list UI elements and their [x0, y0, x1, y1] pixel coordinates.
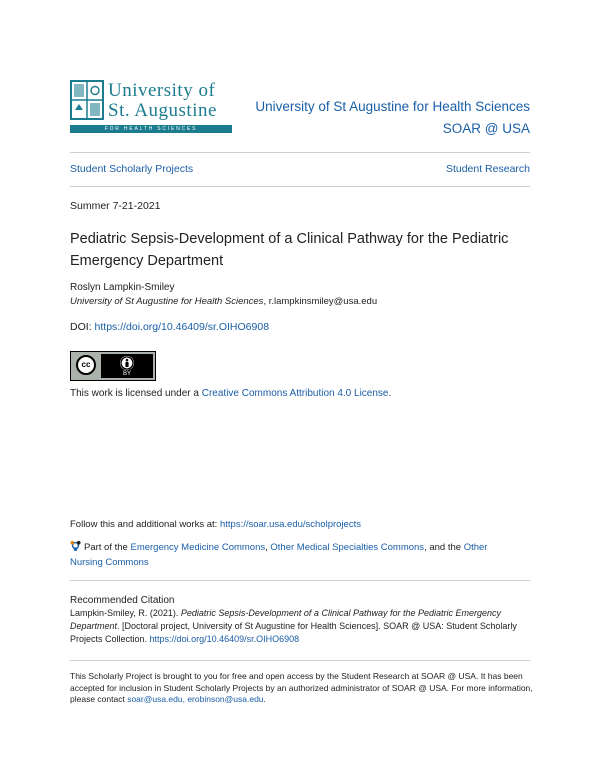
license-link[interactable]: Creative Commons Attribution 4.0 License	[201, 388, 389, 399]
doi-line	[70, 321, 269, 333]
footer-text: This Scholarly Project is brought to you for free and open access by the Student Research at SOAR @ USA. It has been accepted for inclusion in Student Scholarly Projects by an authorized administrator of SOAR @ USA. For more information, please contact	[70, 671, 533, 704]
commons-link-other-nursing[interactable]: Other Nursing Commons	[70, 542, 488, 568]
divider	[70, 152, 530, 153]
institution-link[interactable]: University of St Augustine for Health Sciences	[255, 99, 530, 114]
partof-sep: ,	[265, 542, 271, 553]
author-email: , r.lampkinsmiley@usa.edu	[263, 296, 378, 307]
cc-by-license-badge[interactable]	[70, 351, 156, 381]
license-prefix: This work is licensed under a	[70, 388, 202, 399]
commons-link-other-medical-specialties[interactable]: Other Medical Specialties Commons	[270, 542, 425, 553]
item-title: Pediatric Sepsis-Development of a Clinical Pathway for the Pediatric Emergency Department	[70, 231, 509, 269]
logo-text-line2: St. Augustine	[108, 100, 217, 121]
license-suffix: .	[388, 388, 392, 399]
part-of-line	[70, 540, 510, 570]
commons-link-emergency-medicine[interactable]: Emergency Medicine Commons	[130, 542, 266, 553]
logo-band: FOR HEALTH SCIENCES	[70, 125, 232, 133]
access-statement	[70, 671, 540, 706]
publication-date: Summer 7-21-2021	[70, 200, 161, 212]
divider	[70, 186, 530, 187]
license-statement	[70, 388, 391, 399]
follow-link[interactable]: https://soar.usa.edu/scholprojects	[219, 519, 361, 530]
collection-link[interactable]: Student Scholarly Projects	[70, 163, 194, 175]
network-commons-icon	[70, 540, 81, 551]
divider	[70, 580, 530, 581]
follow-prefix: Follow this and additional works at:	[70, 519, 220, 530]
repository-link[interactable]: SOAR @ USA	[442, 121, 530, 136]
author-name: Roslyn Lampkin-Smiley	[70, 282, 175, 293]
attribution-person-icon	[120, 356, 134, 370]
citation-title: Pediatric Sepsis-Development of a Clinical Pathway for the Pediatric Emergency Department	[70, 608, 502, 631]
contact-email-link[interactable]: soar@usa.edu, erobinson@usa.edu	[127, 694, 264, 704]
doi-link[interactable]: https://doi.org/10.46409/sr.OIHO6908	[94, 321, 270, 333]
cc-icon: cc	[76, 355, 96, 375]
parent-collection-link[interactable]: Student Research	[445, 163, 530, 175]
by-label: BY	[122, 371, 131, 377]
divider	[70, 660, 530, 661]
citation-doi-link[interactable]: https://doi.org/10.46409/sr.OIHO6908	[149, 634, 300, 644]
logo-text-line1: University of	[108, 80, 216, 101]
citation-author-year: Lampkin-Smiley, R. (2021).	[70, 608, 181, 618]
affiliation-text: University of St Augustine for Health Sciences	[70, 296, 264, 307]
footer-end: .	[263, 694, 266, 704]
university-logo	[70, 80, 234, 136]
follow-line	[70, 519, 361, 530]
partof-prefix: Part of the	[84, 542, 131, 553]
partof-sep: , and the	[424, 542, 464, 553]
citation-heading: Recommended Citation	[70, 595, 175, 606]
citation-text	[70, 607, 540, 646]
doi-label: DOI:	[70, 321, 95, 333]
citation-details: . [Doctoral project, University of St Augustine for Health Sciences]. SOAR @ USA: Student Scholarly Projects Collection.	[70, 621, 517, 644]
author-affiliation	[70, 296, 377, 307]
shield-crest-icon	[70, 80, 104, 120]
by-block	[101, 354, 153, 378]
